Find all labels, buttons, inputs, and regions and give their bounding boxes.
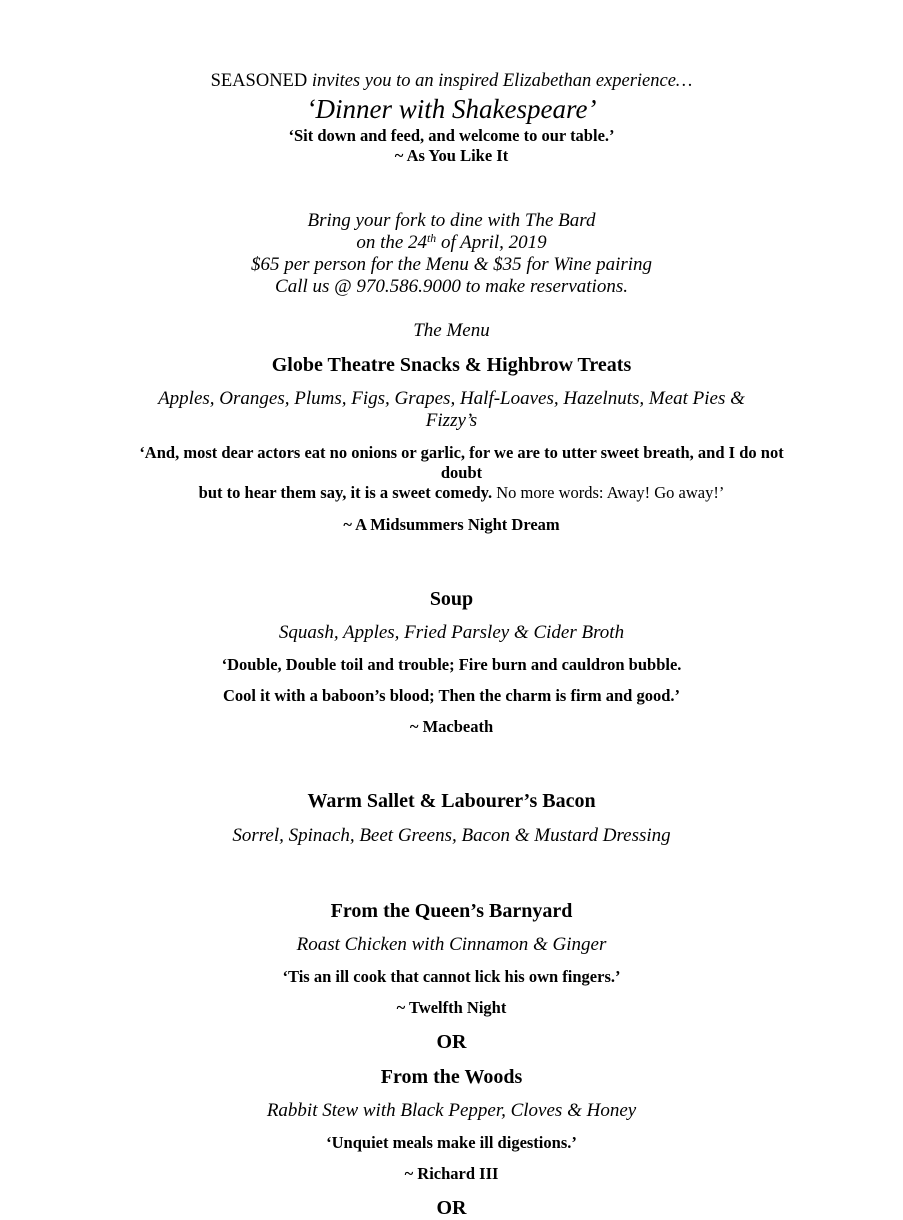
course-description: Sorrel, Spinach, Beet Greens, Bacon & Mustard Dressing (232, 824, 671, 846)
spacer (132, 923, 772, 934)
course-quote-line-2-bold: but to hear them say, it is a sweet comedy. (198, 483, 493, 503)
invitation-tagline-attribution: ~ As You Like It (394, 146, 509, 166)
event-detail-line-2 (132, 232, 772, 254)
spacer (132, 644, 772, 655)
spacer (132, 956, 772, 967)
spacer (132, 504, 772, 515)
course-woods (132, 1065, 772, 1185)
course-attribution: ~ Richard III (404, 1164, 499, 1184)
course-quote-line-2-regular: No more words: Away! Go away!’ (492, 483, 725, 503)
spacer (132, 432, 772, 443)
spacer (132, 342, 772, 353)
event-date-ordinal-suffix: th (427, 232, 437, 246)
course-separator-or-first: OR (436, 1030, 467, 1053)
invitation-lead-italic: invites you to an inspired Elizabethan experience… (307, 71, 693, 91)
spacer (132, 1089, 772, 1100)
course-attribution: ~ Twelfth Night (396, 998, 507, 1018)
course-attribution: ~ A Midsummers Night Dream (343, 514, 560, 534)
spacer (132, 1054, 772, 1065)
course-separator-or-second: OR (436, 1196, 467, 1219)
course-quote-line-1: ‘Unquiet meals make ill digestions.’ (326, 1133, 577, 1153)
spacer (132, 706, 772, 717)
spacer (132, 1122, 772, 1133)
spacer (132, 535, 772, 587)
course-barnyard (132, 899, 772, 1019)
course-soup (132, 587, 772, 738)
course-quote-line-2: Cool it with a baboon’s blood; Then the charm is firm and good.’ (222, 686, 680, 706)
spacer (132, 611, 772, 622)
course-description: Rabbit Stew with Black Pepper, Cloves & Honey (266, 1100, 637, 1122)
event-date-prefix: on the 24 (356, 232, 428, 254)
course-description: Roast Chicken with Cinnamon & Ginger (296, 934, 607, 956)
spacer (132, 814, 772, 825)
spacer (132, 1153, 772, 1164)
spacer (132, 1185, 772, 1196)
menu-banner: The Menu (413, 319, 490, 341)
course-heading: Warm Sallet & Labourer’s Bacon (307, 790, 596, 813)
event-pricing-line: $65 per person for the Menu & $35 for Wine pairing (250, 254, 653, 276)
spacer (132, 987, 772, 998)
course-sallet (132, 789, 772, 846)
invitation-lead-line (132, 70, 772, 92)
course-heading: Soup (429, 587, 474, 610)
course-quote-line-2 (132, 483, 792, 503)
course-snacks (132, 353, 784, 535)
spacer (132, 675, 772, 686)
course-description: Apples, Oranges, Plums, Figs, Grapes, Half-Loaves, Hazelnuts, Meat Pies & Fizzy’s (158, 388, 745, 432)
spacer (132, 1019, 772, 1030)
course-description: Squash, Apples, Fried Parsley & Cider Broth (278, 622, 625, 644)
spacer (132, 166, 772, 210)
course-quote-line-1: ‘Double, Double toil and trouble; Fire burn and cauldron bubble. (221, 655, 682, 675)
course-heading: From the Woods (380, 1065, 523, 1088)
restaurant-name: SEASONED (210, 71, 308, 91)
course-heading: From the Queen’s Barnyard (330, 899, 573, 922)
spacer (132, 847, 772, 899)
event-reservations-line: Call us @ 970.586.9000 to make reservations. (275, 276, 628, 298)
course-quote-line-1: ‘Tis an ill cook that cannot lick his own fingers.’ (282, 967, 621, 987)
event-detail-line-1: Bring your fork to dine with The Bard (307, 210, 596, 232)
invitation-tagline: ‘Sit down and feed, and welcome to our table.’ (288, 126, 615, 146)
course-quote-line-1: ‘And, most dear actors eat no onions or garlic, for we are to utter sweet breath, and I do not doubt (139, 443, 784, 483)
course-attribution: ~ Macbeath (409, 717, 494, 737)
event-date-suffix: of April, 2019 (436, 232, 547, 254)
course-quote (132, 443, 792, 503)
spacer (132, 299, 772, 319)
spacer (132, 737, 772, 789)
spacer (132, 377, 772, 388)
menu-content-column (132, 70, 784, 1220)
course-heading: Globe Theatre Snacks & Highbrow Treats (271, 353, 632, 376)
event-title: ‘Dinner with Shakespeare’ (306, 94, 597, 125)
